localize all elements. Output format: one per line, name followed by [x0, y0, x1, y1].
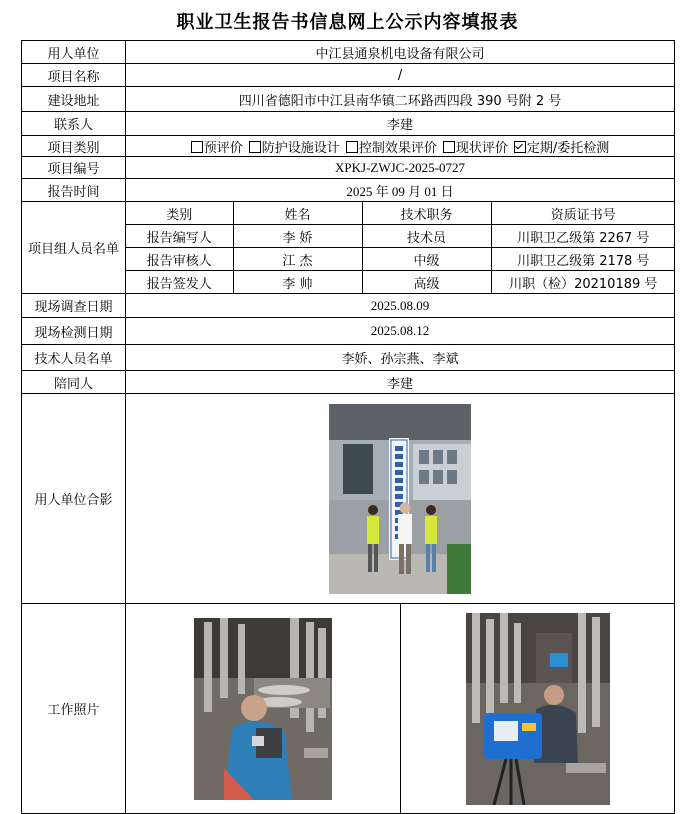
report-time-value: 2025 年 09 月 01 日 — [126, 179, 675, 202]
survey-date-label: 现场调查日期 — [22, 294, 126, 318]
member-title: 高级 — [362, 271, 491, 294]
member-title: 中级 — [362, 248, 491, 271]
project-name-label: 项目名称 — [22, 64, 126, 87]
technicians-value: 李娇、孙宗燕、李斌 — [126, 345, 675, 371]
team-row — [126, 225, 675, 248]
team-header: 技术职务 — [362, 202, 491, 225]
team-table — [126, 202, 675, 293]
escort-value: 李建 — [126, 371, 675, 394]
member-name: 李 娇 — [233, 225, 362, 248]
member-cert: 川职（检）20210189 号 — [491, 271, 675, 294]
team-header: 资质证书号 — [491, 202, 675, 225]
test-date-value: 2025.08.12 — [126, 318, 675, 345]
row-contact — [22, 112, 675, 136]
employer-value: 中江县通泉机电设备有限公司 — [126, 41, 675, 64]
checkbox-icon[interactable] — [346, 141, 358, 153]
row-address — [22, 87, 675, 112]
contact-label: 联系人 — [22, 112, 126, 136]
row-work-photos — [22, 604, 675, 814]
project-no-label: 项目编号 — [22, 157, 126, 179]
checkbox-icon[interactable] — [191, 141, 203, 153]
member-role: 报告审核人 — [126, 248, 233, 271]
option-status-evaluation[interactable]: 现状评价 — [443, 141, 508, 156]
disclosure-form-table — [21, 40, 675, 814]
address-value: 四川省德阳市中江县南华镇二环路西四段 390 号附 2 号 — [126, 87, 675, 112]
member-cert: 川职卫乙级第 2267 号 — [491, 225, 675, 248]
member-name: 李 帅 — [233, 271, 362, 294]
address-label: 建设地址 — [22, 87, 126, 112]
work-photo-left-cell — [126, 604, 401, 814]
team-row — [126, 248, 675, 271]
work-photos-label: 工作照片 — [22, 604, 126, 814]
row-technicians — [22, 345, 675, 371]
work-photo-right — [466, 613, 610, 805]
option-control-effect[interactable]: 控制效果评价 — [346, 141, 437, 156]
row-project-no — [22, 157, 675, 179]
escort-label: 陪同人 — [22, 371, 126, 394]
row-employer — [22, 41, 675, 64]
test-date-label: 现场检测日期 — [22, 318, 126, 345]
checked-checkbox-icon[interactable] — [514, 141, 526, 153]
team-header-row — [126, 202, 675, 225]
row-survey-date — [22, 294, 675, 318]
employer-label: 用人单位 — [22, 41, 126, 64]
project-name-value: / — [126, 64, 675, 87]
team-header: 类别 — [126, 202, 233, 225]
row-report-time — [22, 179, 675, 202]
option-protection-design[interactable]: 防护设施设计 — [249, 141, 340, 156]
project-type-label: 项目类别 — [22, 136, 126, 157]
contact-value: 李建 — [126, 112, 675, 136]
member-role: 报告签发人 — [126, 271, 233, 294]
row-escort — [22, 371, 675, 394]
form-title: 职业卫生报告书信息网上公示内容填报表 — [176, 12, 519, 33]
group-photo-cell — [126, 394, 675, 604]
project-no-value: XPKJ-ZWJC-2025-0727 — [126, 157, 675, 179]
option-periodic-testing[interactable]: 定期/委托检测 — [514, 141, 609, 156]
member-cert: 川职卫乙级第 2178 号 — [491, 248, 675, 271]
team-header: 姓名 — [233, 202, 362, 225]
report-time-label: 报告时间 — [22, 179, 126, 202]
row-project-name — [22, 64, 675, 87]
technicians-label: 技术人员名单 — [22, 345, 126, 371]
member-name: 江 杰 — [233, 248, 362, 271]
team-cell — [126, 202, 675, 294]
survey-date-value: 2025.08.09 — [126, 294, 675, 318]
row-project-type — [22, 136, 675, 157]
member-title: 技术员 — [362, 225, 491, 248]
team-label: 项目组人员名单 — [22, 202, 126, 294]
work-photo-right-cell — [401, 604, 675, 814]
team-row — [126, 271, 675, 294]
row-group-photo — [22, 394, 675, 604]
row-team — [22, 202, 675, 294]
project-type-options — [126, 136, 675, 157]
member-role: 报告编写人 — [126, 225, 233, 248]
option-pre-evaluation[interactable]: 预评价 — [191, 141, 243, 156]
checkbox-icon[interactable] — [249, 141, 261, 153]
group-photo — [329, 404, 471, 594]
row-test-date — [22, 318, 675, 345]
work-photo-left — [194, 618, 332, 800]
checkbox-icon[interactable] — [443, 141, 455, 153]
group-photo-label: 用人单位合影 — [22, 394, 126, 604]
